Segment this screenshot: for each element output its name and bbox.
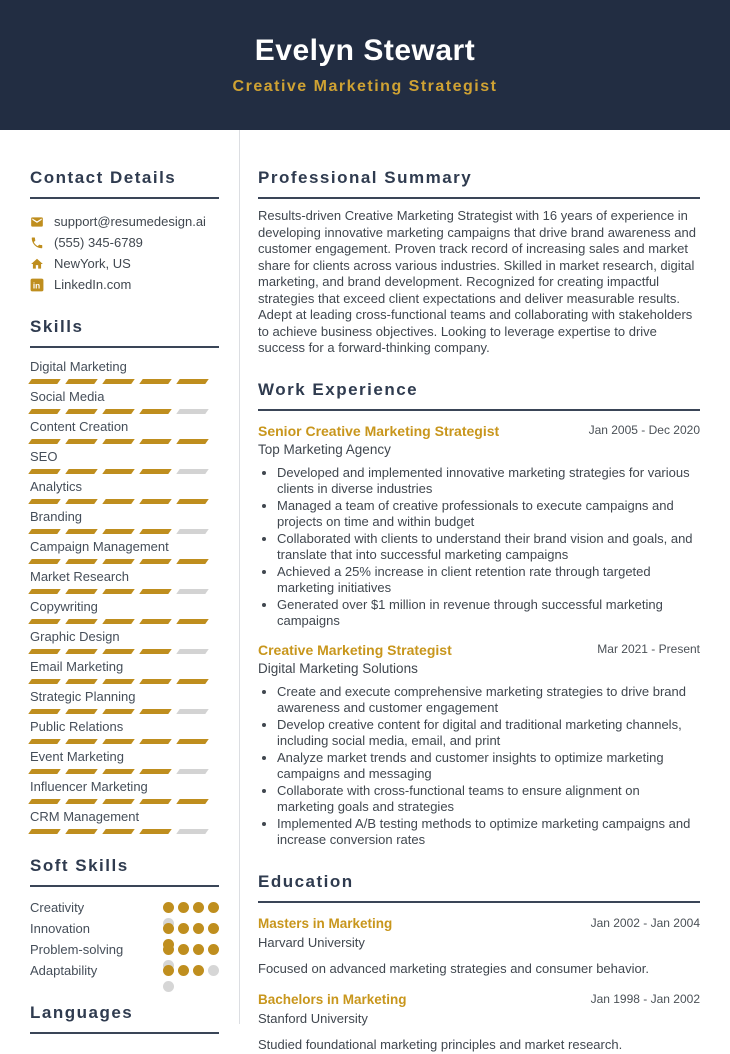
skill-bar-segment: [176, 469, 209, 474]
home-icon: [30, 257, 44, 271]
main-column: [240, 130, 730, 1052]
jobs-list: [258, 422, 700, 849]
rating-dot: [178, 965, 189, 976]
soft-skills-heading: Soft Skills: [30, 856, 219, 887]
skill-bar-segment: [65, 799, 98, 804]
skill-bar-segment: [65, 439, 98, 444]
rating-dot: [163, 981, 174, 992]
page-body: [0, 130, 730, 1052]
skill-bar-segment: [176, 439, 209, 444]
skill-bar: [30, 799, 219, 804]
rating-dot: [193, 902, 204, 913]
skill-bar-segment: [176, 709, 209, 714]
skill-bar-segment: [139, 379, 172, 384]
skill-bar-segment: [176, 619, 209, 624]
school-name: Harvard University: [258, 934, 365, 950]
skill-bar-segment: [28, 679, 61, 684]
skill-bar-segment: [102, 619, 135, 624]
skill-label: Market Research: [30, 569, 129, 584]
skill-label: Content Creation: [30, 419, 129, 434]
skill-bar-segment: [28, 619, 61, 624]
skill-bar-segment: [28, 529, 61, 534]
contact-text: NewYork, US: [54, 256, 131, 271]
contact-list: [30, 211, 219, 295]
contact-text: (555) 345-6789: [54, 235, 143, 250]
skill-bar: [30, 769, 219, 774]
education-dates: Jan 1998 - Jan 2002: [590, 992, 700, 1006]
rating-dot: [208, 965, 219, 976]
summary-text: Results-driven Creative Marketing Strategist with 16 years of experience in developing innovative marketing campaigns that drive brand awareness and customer engagement. Proven track record of increasing sales and market share for clients across various industries. Skilled in market research, digital marketing, and brand development. Recognized for creating impactful strategies that exceed client expectations and deliver measurable results. Adept at leading cross-functional teams and collaborating with stakeholders to achieve business objectives. Looking to leverage expertise to drive success for a forward-thinking company.: [258, 208, 696, 355]
skill-label: Analytics: [30, 479, 83, 494]
skill-bar-segment: [102, 739, 135, 744]
skill-label: Copywriting: [30, 599, 98, 614]
skill-bar: [30, 619, 219, 624]
job-bullet: • Develop creative content for digital and traditional marketing channels, including social media, email, and print: [277, 717, 700, 750]
skill-bar-segment: [139, 559, 172, 564]
skill-bar-segment: [176, 769, 209, 774]
skill-bar-segment: [102, 469, 135, 474]
skill-bar-segment: [102, 589, 135, 594]
skill-bar-segment: [65, 559, 98, 564]
skill-bar-segment: [139, 709, 172, 714]
skill-item: [30, 538, 219, 564]
skill-label: Influencer Marketing: [30, 779, 148, 794]
skill-bar-segment: [65, 709, 98, 714]
skill-bar-segment: [176, 559, 209, 564]
education-header: [258, 915, 700, 933]
job-bullet: • Implemented A/B testing methods to optimize marketing campaigns and increase conversion rates: [277, 816, 700, 849]
soft-skill-label: Creativity: [30, 900, 85, 915]
skill-bar-segment: [65, 529, 98, 534]
linkedin-icon: [30, 278, 44, 292]
skill-bar-segment: [28, 649, 61, 654]
education-list: [258, 915, 700, 1054]
skill-bar-segment: [139, 619, 172, 624]
skill-item: [30, 388, 219, 414]
education-dates: Jan 2002 - Jan 2004: [590, 915, 700, 930]
soft-skill-item: [30, 918, 219, 939]
rating-dot: [193, 944, 204, 955]
soft-skill-label: Adaptability: [30, 963, 98, 978]
education-heading: Education: [258, 872, 700, 903]
skill-bar-segment: [139, 409, 172, 414]
skill-bar-segment: [102, 559, 135, 564]
skill-label: Public Relations: [30, 719, 124, 734]
skill-bar-segment: [176, 649, 209, 654]
skill-bar-segment: [28, 829, 61, 834]
skill-bar-segment: [102, 829, 135, 834]
skill-bar-segment: [139, 469, 172, 474]
rating-dot: [208, 902, 219, 913]
svg-text:in: in: [32, 281, 41, 290]
job-header: [258, 641, 700, 659]
skill-label: Social Media: [30, 389, 105, 404]
skill-bar-segment: [65, 409, 98, 414]
skill-bar-segment: [139, 499, 172, 504]
skill-label: Branding: [30, 509, 83, 524]
degree-title: Masters in Marketing: [258, 915, 393, 931]
skill-bar-segment: [102, 799, 135, 804]
soft-skills-section: [30, 856, 219, 981]
education-section: [258, 872, 700, 1054]
job-dates: Mar 2021 - Present: [597, 641, 700, 656]
job-header: [258, 422, 700, 440]
skills-heading: Skills: [30, 317, 219, 348]
summary-section: [258, 168, 700, 357]
skill-item: [30, 748, 219, 774]
skill-bar-segment: [102, 769, 135, 774]
resume-header: [0, 0, 730, 130]
job-bullet: • Collaborate with cross-functional teams to ensure alignment on marketing goals and strategies: [277, 783, 700, 816]
skill-item: [30, 808, 219, 834]
job-bullet: • Collaborated with clients to understand their brand vision and goals, and translate that into successful marketing campaigns: [277, 531, 700, 564]
skill-bar-segment: [102, 529, 135, 534]
job-dates: Jan 2005 - Dec 2020: [588, 422, 700, 437]
rating-dot: [163, 944, 174, 955]
rating-dot: [163, 902, 174, 913]
skill-item: [30, 508, 219, 534]
education-entry: [258, 915, 700, 978]
skill-bar-segment: [65, 829, 98, 834]
skill-bar-segment: [139, 829, 172, 834]
skill-bar-segment: [65, 619, 98, 624]
skill-label: Graphic Design: [30, 629, 120, 644]
skill-bar-segment: [102, 679, 135, 684]
soft-skill-item: [30, 939, 219, 960]
skill-item: [30, 568, 219, 594]
experience-heading: Work Experience: [258, 380, 700, 411]
skill-bar-segment: [139, 739, 172, 744]
rating-dot: [178, 902, 189, 913]
rating-dots: [163, 965, 219, 976]
skill-label: Email Marketing: [30, 659, 124, 674]
skill-bar-segment: [176, 829, 209, 834]
skill-bar-segment: [28, 739, 61, 744]
rating-dots: [163, 902, 219, 913]
skill-bar-segment: [28, 469, 61, 474]
job-entry: [258, 422, 700, 630]
skill-item: [30, 688, 219, 714]
skill-bar: [30, 679, 219, 684]
skill-bar-segment: [139, 649, 172, 654]
rating-dot: [163, 923, 174, 934]
skills-list: [30, 358, 219, 834]
skill-bar-segment: [139, 679, 172, 684]
rating-dot: [178, 923, 189, 934]
skill-bar-segment: [65, 589, 98, 594]
contact-text: support@resumedesign.ai: [54, 214, 206, 229]
languages-heading: Languages: [30, 1003, 219, 1034]
job-bullets: [258, 465, 700, 630]
skill-bar-segment: [176, 409, 209, 414]
skill-bar: [30, 379, 219, 384]
education-entry: [258, 991, 700, 1054]
skill-bar: [30, 589, 219, 594]
skill-bar-segment: [65, 679, 98, 684]
skill-bar-segment: [176, 499, 209, 504]
soft-skill-item: [30, 897, 219, 918]
skill-label: CRM Management: [30, 809, 140, 824]
skill-bar-segment: [139, 439, 172, 444]
rating-dot: [193, 923, 204, 934]
skills-section: [30, 317, 219, 834]
skill-bar: [30, 529, 219, 534]
skill-label: Strategic Planning: [30, 689, 136, 704]
contact-heading: Contact Details: [30, 168, 219, 199]
skill-bar-segment: [65, 739, 98, 744]
job-bullet: • Achieved a 25% increase in client retention rate through targeted marketing initiatives: [277, 564, 700, 597]
phone-icon: [30, 236, 44, 250]
skill-bar-segment: [65, 649, 98, 654]
contact-item: [30, 232, 219, 253]
rating-dot: [163, 965, 174, 976]
skill-bar-segment: [28, 439, 61, 444]
skill-bar-segment: [176, 589, 209, 594]
skill-bar-segment: [102, 379, 135, 384]
skill-bar: [30, 409, 219, 414]
contact-item: [30, 211, 219, 232]
skill-item: [30, 448, 219, 474]
person-name: Evelyn Stewart: [254, 34, 476, 67]
skill-bar-segment: [65, 379, 98, 384]
skill-bar: [30, 499, 219, 504]
skill-bar-segment: [139, 529, 172, 534]
contact-item: [30, 274, 219, 295]
job-bullet: • Create and execute comprehensive marketing strategies to drive brand awareness and customer engagement: [277, 684, 700, 717]
skill-item: [30, 628, 219, 654]
skill-bar-segment: [65, 769, 98, 774]
soft-skill-item: [30, 960, 219, 981]
skill-bar-segment: [102, 649, 135, 654]
skill-item: [30, 778, 219, 804]
skill-bar: [30, 649, 219, 654]
skill-item: [30, 358, 219, 384]
skill-bar-segment: [139, 589, 172, 594]
skill-bar-segment: [176, 529, 209, 534]
experience-section: [258, 380, 700, 849]
skill-bar-segment: [176, 379, 209, 384]
job-title: Senior Creative Marketing Strategist: [258, 422, 500, 439]
rating-dots: [163, 944, 219, 955]
contact-text: LinkedIn.com: [54, 277, 132, 292]
skill-bar-segment: [176, 799, 209, 804]
skill-label: Event Marketing: [30, 749, 124, 764]
skill-label: Digital Marketing: [30, 359, 127, 374]
skill-item: [30, 658, 219, 684]
skill-bar: [30, 709, 219, 714]
rating-dot: [208, 923, 219, 934]
skill-bar-segment: [102, 409, 135, 414]
skill-bar-segment: [28, 409, 61, 414]
soft-skill-label: Problem-solving: [30, 942, 124, 957]
skill-bar-segment: [102, 709, 135, 714]
person-job-title: Creative Marketing Strategist: [232, 78, 498, 95]
job-bullet: • Developed and implemented innovative marketing strategies for various clients in diverse industries: [277, 465, 700, 498]
skill-item: [30, 418, 219, 444]
education-description: Studied foundational marketing principles and market research.: [258, 1037, 623, 1052]
skill-bar-segment: [102, 439, 135, 444]
skill-bar-segment: [65, 499, 98, 504]
school-name: Stanford University: [258, 1011, 368, 1026]
job-company: Digital Marketing Solutions: [258, 660, 418, 676]
sidebar: [0, 130, 240, 1024]
skill-bar: [30, 559, 219, 564]
skill-bar-segment: [28, 559, 61, 564]
soft-skills-list: [30, 897, 219, 981]
skill-bar-segment: [139, 799, 172, 804]
degree-title: Bachelors in Marketing: [258, 992, 407, 1007]
skill-bar-segment: [139, 769, 172, 774]
skill-bar-segment: [176, 679, 209, 684]
skill-bar-segment: [102, 499, 135, 504]
email-icon: [30, 215, 44, 229]
skill-item: [30, 598, 219, 624]
job-bullet: • Managed a team of creative professionals to execute campaigns and projects on time and within budget: [277, 498, 700, 531]
rating-dots: [163, 923, 219, 934]
contact-item: [30, 253, 219, 274]
skill-bar: [30, 739, 219, 744]
skill-bar-segment: [65, 469, 98, 474]
skill-item: [30, 478, 219, 504]
skill-label: Campaign Management: [30, 539, 169, 554]
education-description: Focused on advanced marketing strategies and consumer behavior.: [258, 960, 649, 976]
rating-dot: [178, 944, 189, 955]
summary-heading: Professional Summary: [258, 168, 700, 199]
skill-bar-segment: [28, 769, 61, 774]
skill-bar: [30, 829, 219, 834]
job-bullet: • Analyze market trends and customer insights to optimize marketing campaigns and messaging: [277, 750, 700, 783]
skill-bar-segment: [28, 709, 61, 714]
job-entry: [258, 641, 700, 849]
languages-section: [30, 1003, 219, 1034]
skill-bar: [30, 439, 219, 444]
skill-label: SEO: [30, 449, 58, 464]
skill-bar: [30, 469, 219, 474]
skill-bar-segment: [28, 799, 61, 804]
soft-skill-label: Innovation: [30, 921, 90, 936]
job-bullets: [258, 684, 700, 849]
rating-dot: [193, 965, 204, 976]
skill-bar-segment: [28, 499, 61, 504]
skill-bar-segment: [176, 739, 209, 744]
rating-dot: [208, 944, 219, 955]
skill-item: [30, 718, 219, 744]
job-title: Creative Marketing Strategist: [258, 641, 452, 658]
skill-bar-segment: [28, 589, 61, 594]
job-company: Top Marketing Agency: [258, 441, 391, 457]
education-header: [258, 991, 700, 1009]
contact-section: [30, 168, 219, 295]
skill-bar-segment: [28, 379, 61, 384]
job-bullet: • Generated over $1 million in revenue through successful marketing campaigns: [277, 597, 700, 630]
